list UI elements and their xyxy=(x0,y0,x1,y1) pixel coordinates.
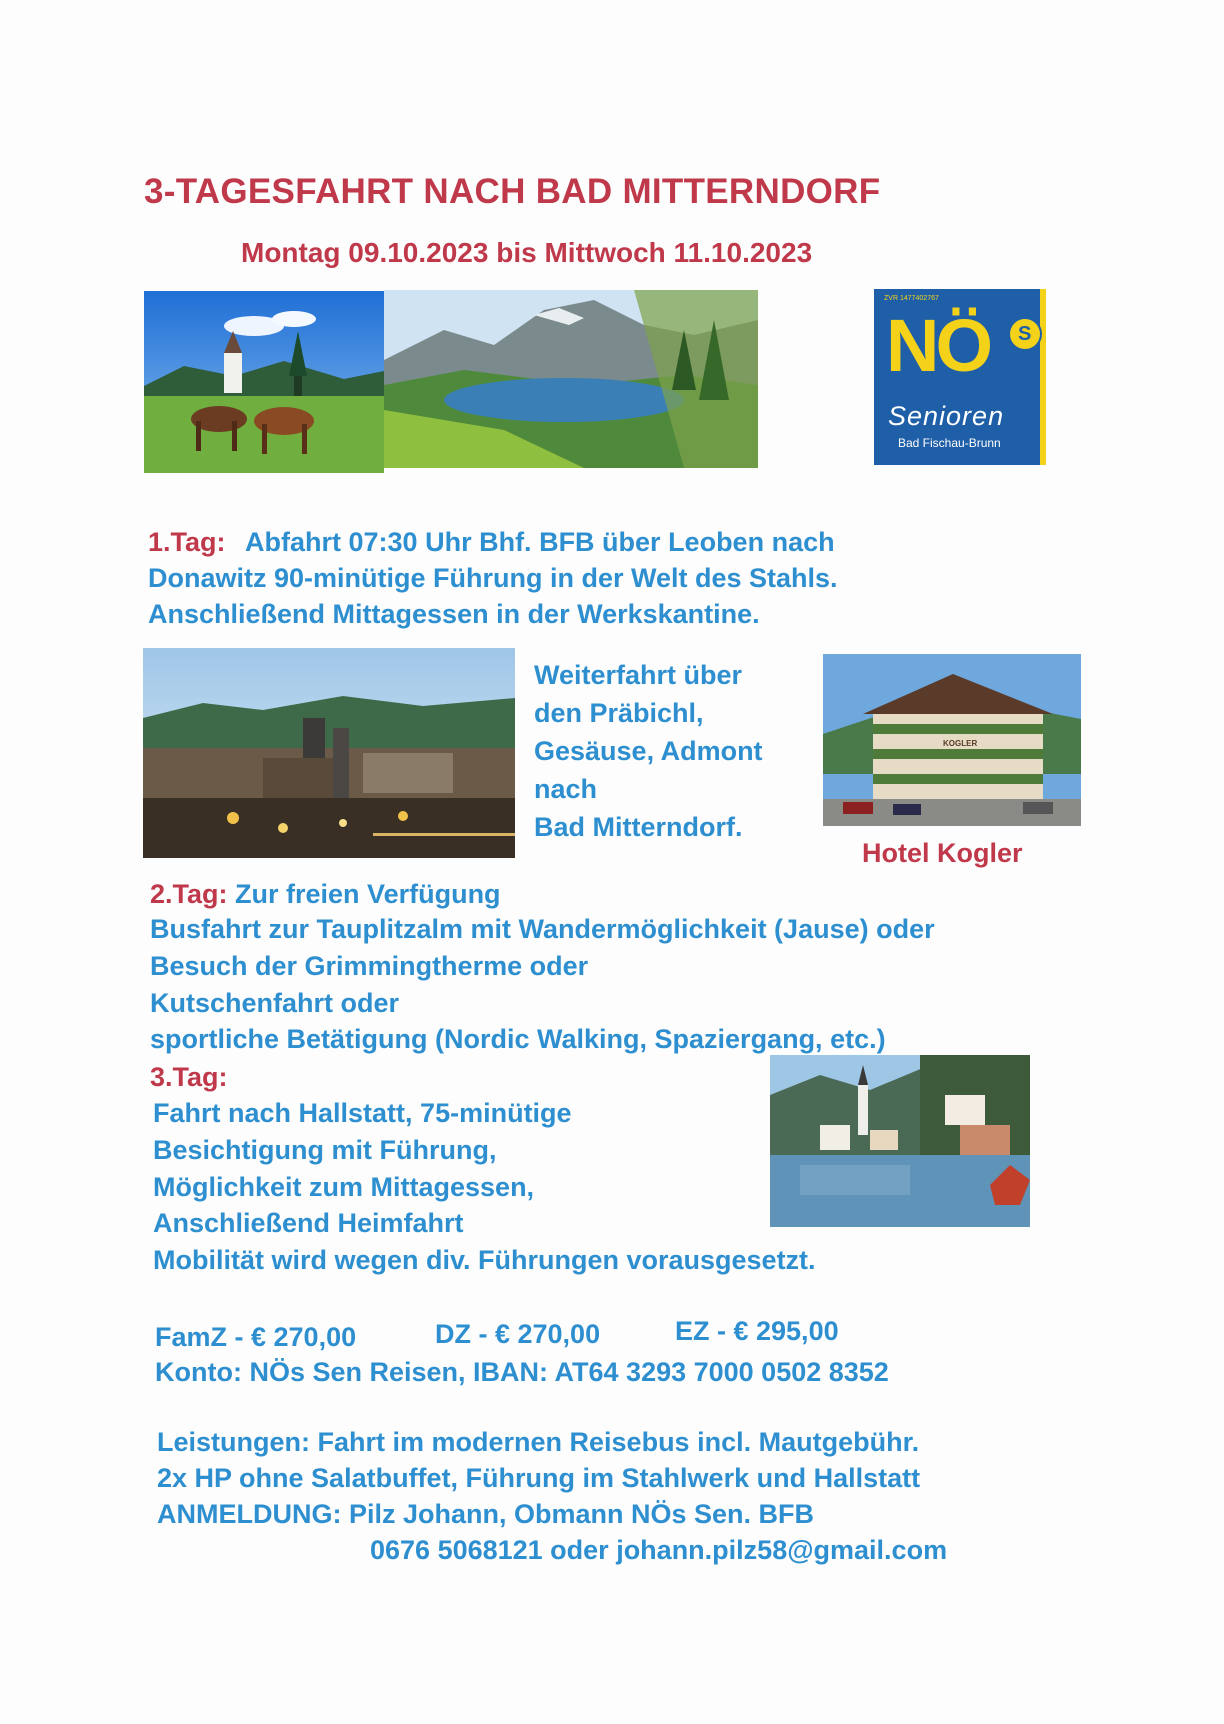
day2-line-2: Besuch der Grimmingtherme oder xyxy=(150,951,589,981)
continuation-line-3: Gesäuse, Admont xyxy=(534,736,763,766)
day1-continuation xyxy=(534,656,763,846)
page-title: 3-TAGESFAHRT NACH BAD MITTERNDORF xyxy=(144,172,881,211)
day1-label: 1.Tag: xyxy=(148,527,226,557)
day3-line-3: Möglichkeit zum Mittagessen, xyxy=(153,1172,535,1202)
photo-alpine-lake xyxy=(384,290,758,468)
services-line-2: 2x HP ohne Salatbuffet, Führung im Stahlwerk und Hallstatt xyxy=(157,1463,921,1493)
continuation-line-2: den Präbichl, xyxy=(534,698,704,728)
day2-heading-line xyxy=(150,879,501,910)
hotel-caption: Hotel Kogler xyxy=(862,838,1023,868)
date-range: Montag 09.10.2023 bis Mittwoch 11.10.2023 xyxy=(241,237,813,268)
day1-line1 xyxy=(148,527,835,558)
day1-line3: Anschließend Mittagessen in der Werkskantine. xyxy=(148,599,760,629)
services-line-1: Leistungen: Fahrt im modernen Reisebus incl. Mautgebühr. xyxy=(157,1427,920,1457)
day3-line-2: Besichtigung mit Führung, xyxy=(153,1135,497,1165)
continuation-line-1: Weiterfahrt über xyxy=(534,660,743,690)
photo-steelworks xyxy=(143,648,515,858)
logo-badge-letter: S xyxy=(1018,323,1032,345)
day2-label: 2.Tag: xyxy=(150,879,228,909)
continuation-line-4: nach xyxy=(534,774,598,804)
photo-hallstatt xyxy=(770,1055,1030,1227)
day3-line-1: Fahrt nach Hallstatt, 75-minütige xyxy=(153,1098,572,1128)
day3-line-5: Mobilität wird wegen div. Führungen vorausgesetzt. xyxy=(153,1245,816,1275)
registration-line: ANMELDUNG: Pilz Johann, Obmann NÖs Sen. BFB xyxy=(157,1499,815,1529)
photo-hotel-kogler xyxy=(823,654,1081,826)
hotel-sign: KOGLER xyxy=(943,739,978,748)
day1-line2: Donawitz 90-minütige Führung in der Welt des Stahls. xyxy=(148,563,838,593)
price-family-room: FamZ - € 270,00 xyxy=(155,1322,357,1352)
contact-line: 0676 5068121 oder johann.pilz58@gmail.com xyxy=(370,1535,948,1565)
day2-heading: Zur freien Verfügung xyxy=(235,879,501,909)
day3-line-4: Anschließend Heimfahrt xyxy=(153,1208,464,1238)
logo-mark: NÖ xyxy=(886,304,989,387)
day3-label: 3.Tag: xyxy=(150,1062,228,1092)
day1-text-1: Abfahrt 07:30 Uhr Bhf. BFB über Leoben nach xyxy=(245,527,835,557)
day2-line-1: Busfahrt zur Tauplitzalm mit Wandermöglichkeit (Jause) oder xyxy=(150,914,935,944)
bank-account: Konto: NÖs Sen Reisen, IBAN: AT64 3293 7000 0502 8352 xyxy=(155,1357,889,1387)
logo-badge xyxy=(1008,317,1042,351)
price-single-room: EZ - € 295,00 xyxy=(675,1316,839,1346)
day2-line-3: Kutschenfahrt oder xyxy=(150,988,400,1018)
logo-place: Bad Fischau-Brunn xyxy=(898,436,1001,450)
logo-word: Senioren xyxy=(888,401,1005,431)
photo-church-horses xyxy=(144,291,384,473)
logo-registration-number: ZVR 1477402767 xyxy=(884,295,939,302)
organization-logo xyxy=(874,289,1046,465)
price-double-room: DZ - € 270,00 xyxy=(435,1319,601,1349)
continuation-line-5: Bad Mitterndorf. xyxy=(534,812,743,842)
day2-line-4: sportliche Betätigung (Nordic Walking, Spaziergang, etc.) xyxy=(150,1024,886,1054)
